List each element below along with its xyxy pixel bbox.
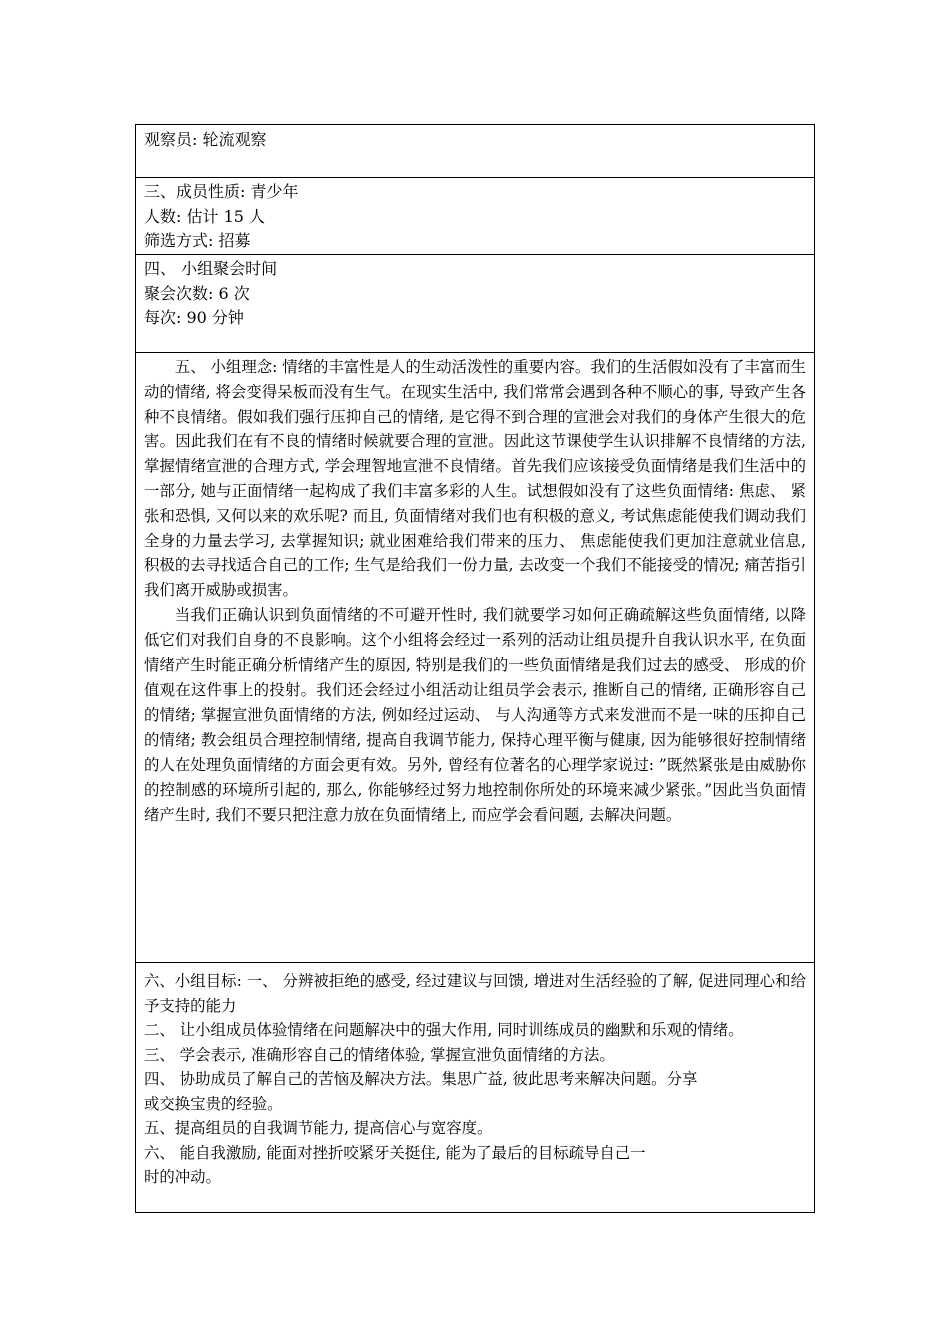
plan-table [135,124,815,1213]
goal-1: 六、小组目标: 一、 分辨被拒绝的感受, 经过建议与回馈, 增进对生活经验的了解, 促进同理心和给予支持的能力 [144,972,806,1015]
member-count: 人数: 估计 15 人 [144,206,266,226]
goal-4-line-2: 或交换宝贵的经验。 [144,1094,283,1113]
philosophy-cell [136,352,814,962]
meeting-cell [136,254,814,352]
philosophy-paragraph-1: 五、 小组理念: 情绪的丰富性是人的生动活泼性的重要内容。我们的生活假如没有了丰富而生动的情绪, 将会变得呆板而没有生气。在现实生活中, 我们常常会遇到各种不顺心的事, 导致产生各种不良情绪。假如我们强行压抑自己的情绪, 是它得不到合理的宣泄会对我们的身体产生很大的危害。因此我们在有不良的情绪时候就要合理的宣泄。因此这节课使学生认识排解不良情绪的方法, 掌握情绪宣泄的合理方式, 学会理智地宣泄不良情绪。首先我们应该接受负面情绪是我们生活中的一部分, 她与正面情绪一起构成了我们丰富多彩的人生。试想假如没有了这些负面情绪: 焦虑、 紧张和恐惧, 又何以来的欢乐呢? 而且, 负面情绪对我们也有积极的意义, 考试焦虑能使我们调动我们全身的力量去学习, 去掌握知识; 就业困难给我们带来的压力、 焦虑能使我们更加注意就业信息, 积极的去寻找适合自己的工作; 生气是给我们一份力量, 去改变一个我们不能接受的情况; 痛苦指引我们离开威胁或损害。 [144,358,806,600]
goal-6-line-2: 时的冲动。 [144,1168,221,1186]
goals-cell [136,962,814,1212]
goal-2: 二、 让小组成员体验情绪在问题解决中的强大作用, 同时训练成员的幽默和乐观的情绪。 [144,1021,744,1039]
observer-line: 观察员: 轮流观察 [144,130,267,149]
meeting-duration: 每次: 90 分钟 [144,308,244,327]
goal-4-line-1: 四、 协助成员了解自己的苦恼及解决方法。集思广益, 彼此思考来解决问题。分享 [144,1070,698,1088]
meeting-times: 聚会次数: 6 次 [144,283,250,303]
philosophy-paragraph-2: 当我们正确认识到负面情绪的不可避开性时, 我们就要学习如何正确疏解这些负面情绪, 以降低它们对我们自身的不良影响。这个小组将会经过一系列的活动让组员提升自我认识水平, 在负面情绪产生时能正确分析情绪产生的原因, 特别是我们的一些负面情绪是我们过去的感受、 形成的价值观在这件事上的投射。我们还会经过小组活动让组员学会表示, 推断自己的情绪, 正确形容自己的情绪; 掌握宣泄负面情绪的方法, 例如经过运动、 与人沟通等方式来发泄而不是一味的压抑自己的情绪; 教会组员合理控制情绪, 提高自我调节能力, 保持心理平衡与健康, 因为能够很好控制情绪的人在处理负面情绪的方面会更有效。另外, 曾经有位著名的心理学家说过: ”既然紧张是由威胁你的控制感的环境所引起的, 那么, 你能够经过努力地控制你所处的环境来减少紧张。”因此当负面情绪产生时, 我们不要只把注意力放在负面情绪上, 而应学会看问题, 去解决问题。 [144,605,806,824]
goal-6-line-1: 六、 能自我激励, 能面对挫折咬紧牙关挺住, 能为了最后的目标疏导自己一 [144,1143,646,1162]
meeting-heading: 四、 小组聚会时间 [144,259,278,278]
goal-3: 三、 学会表示, 准确形容自己的情绪体验, 掌握宣泄负面情绪的方法。 [144,1045,615,1064]
member-nature: 三、成员性质: 青少年 [144,182,299,201]
members-cell [136,177,814,254]
goal-5: 五、提高组员的自我调节能力, 提高信心与宽容度。 [144,1119,493,1137]
member-selection: 筛选方式: 招募 [144,231,251,250]
observer-cell [136,125,814,177]
